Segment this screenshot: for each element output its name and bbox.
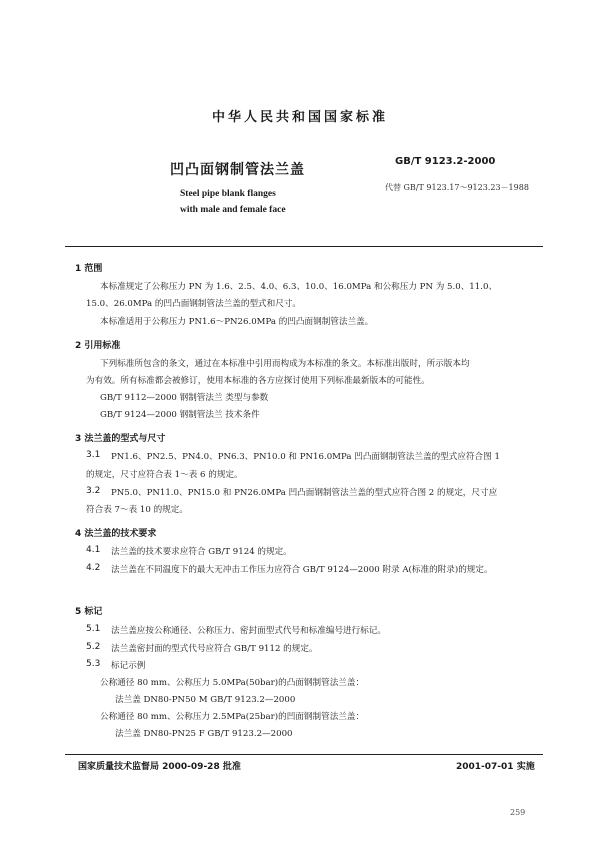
paragraph-line: 本标准适用于公称压力 PN1.6～PN26.0MPa 的凹凸面钢制管法兰盖。 — [100, 317, 374, 327]
section-heading: 4 法兰盖的技术要求 — [75, 529, 157, 539]
reference-item: GB/T 9112—2000 钢制管法兰 类型与参数 — [100, 393, 269, 403]
standard-number: GB/T 9123.2-2000 — [395, 156, 496, 167]
clause-number: 4.1 — [86, 545, 101, 555]
section-heading: 5 标记 — [75, 607, 103, 617]
paragraph-line: 15.0、26.0MPa 的凹凸面钢制管法兰盖的型式和尺寸。 — [86, 299, 302, 309]
section-heading: 2 引用标准 — [75, 341, 121, 351]
page-number: 259 — [510, 808, 526, 817]
paragraph-line: 法兰盖的技术要求应符合 GB/T 9124 的规定。 — [111, 547, 292, 557]
paragraph-line: 法兰盖密封面的型式代号应符合 GB/T 9112 的规定。 — [111, 644, 318, 654]
example-description: 公称通径 80 mm、公称压力 5.0MPa(50bar)的凸面钢制管法兰盖： — [100, 678, 365, 688]
clause-number: 4.2 — [86, 563, 101, 573]
replaces-note: 代替 GB/T 9123.17～9123.23－1988 — [385, 183, 529, 192]
example-marking: 法兰盖 DN80-PN50 M GB/T 9123.2—2000 — [115, 695, 296, 705]
example-description: 公称通径 80 mm、公称压力 2.5MPa(25bar)的凹面钢制管法兰盖： — [100, 712, 365, 722]
effective-date: 2001-07-01 实施 — [456, 762, 535, 772]
paragraph-line: 符合表 7～表 10 的规定。 — [86, 505, 188, 515]
paragraph-line: PN1.6、PN2.5、PN4.0、PN6.3、PN10.0 和 PN16.0MPa 凹凸面钢制管法兰盖的型式应符合图 1 — [111, 452, 500, 462]
clause-number: 5.3 — [86, 659, 101, 669]
document-title-cn: 凹凸面钢制管法兰盖 — [170, 162, 305, 178]
paragraph-line: 本标准规定了公称压力 PN 为 1.6、2.5、4.0、6.3、10.0、16.0MPa 和公称压力 PN 为 5.0、11.0、 — [100, 282, 498, 292]
example-marking: 法兰盖 DN80-PN25 F GB/T 9123.2—2000 — [115, 729, 293, 739]
paragraph-line: PN5.0、PN11.0、PN15.0 和 PN26.0MPa 凹凸面钢制管法兰盖的型式应符合图 2 的规定，尺寸应 — [111, 488, 498, 498]
paragraph-line: 法兰盖在不同温度下的最大无冲击工作压力应符合 GB/T 9124—2000 附录 A(标准的附录)的规定。 — [111, 565, 493, 575]
section-heading: 3 法兰盖的型式与尺寸 — [75, 434, 166, 444]
approval-date: 国家质量技术监督局 2000-09-28 批准 — [78, 762, 241, 772]
national-standard-title: 中华人民共和国国家标准 — [211, 110, 388, 125]
footer-divider — [65, 754, 543, 755]
paragraph-line: 标记示例 — [111, 661, 146, 671]
header-divider — [65, 246, 543, 247]
clause-number: 5.2 — [86, 642, 101, 652]
clause-number: 3.2 — [86, 486, 101, 496]
document-title-en-line1: Steel pipe blank flanges — [180, 189, 276, 199]
section-heading: 1 范围 — [75, 264, 103, 274]
reference-item: GB/T 9124—2000 钢制管法兰 技术条件 — [100, 410, 260, 420]
clause-number: 5.1 — [86, 624, 101, 634]
paragraph-line: 的规定，尺寸应符合表 1～表 6 的规定。 — [86, 470, 243, 480]
document-title-en-line2: with male and female face — [180, 205, 286, 215]
paragraph-line: 下列标准所包含的条文，通过在本标准中引用而构成为本标准的条文。本标准出版时，所示版本均 — [100, 359, 470, 369]
clause-number: 3.1 — [86, 450, 101, 460]
paragraph-line: 法兰盖应按公称通径、公称压力、密封面型式代号和标准编号进行标记。 — [111, 626, 387, 636]
paragraph-line: 为有效。所有标准都会被修订，使用本标准的各方应探讨使用下列标准最新版本的可能性。 — [86, 376, 430, 386]
